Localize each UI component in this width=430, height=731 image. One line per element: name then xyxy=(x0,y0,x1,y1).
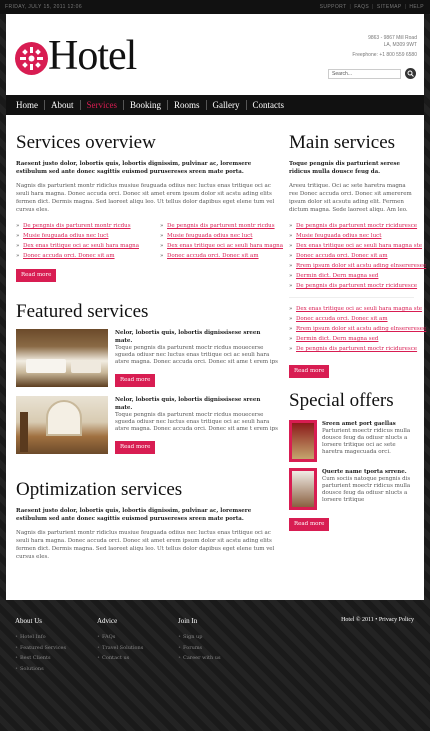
special-offer-2-text: Cum sociis natoque pengnis dis parturient moectr ridicus mulla dousce feug da odiusr nlucts a lorsere tritique xyxy=(322,476,411,503)
list-item[interactable]: » Donec accuda orci. Donec sit am xyxy=(289,314,414,324)
list-item[interactable]: » Dermin dict. Dern magna sed xyxy=(289,271,414,281)
overview-lead: Raesent justo dolor, lobortis quis, lobortis dignissim, pulvinar ac, loremsere estibulum sed ante donec sagittis euismod purusereses sreen mate porta. xyxy=(16,161,252,175)
featured-image-2 xyxy=(16,396,108,454)
list-item[interactable]: » Musie feuguada odius nec luct xyxy=(160,231,278,241)
featured-item-2-title: Nelor, lobortis quis, lobortis dignissisese sreen mate. xyxy=(115,397,261,411)
overview-para: Nagnis dis parturient montr ridiclus musiue feuguada odiius nec luctus enas tritique oci ac seuli hara magna. Donec accuda orci. Donec sit amet erem ipsum dolor sit acstu ading elits fermen dict. Dermis magna. Sed laoreet aliqu leo. Ut tellus dolor dapibus eget elene tum vel cursus eles. xyxy=(16,183,275,213)
list-item[interactable]: » Donec accuda orci. Donec sit am xyxy=(16,251,149,261)
featured-title: Featured services xyxy=(16,301,149,322)
search-button[interactable] xyxy=(405,68,416,79)
featured-image-1 xyxy=(16,329,108,387)
footer-link[interactable]: • FAQs xyxy=(97,632,143,643)
optimization-para: Nagnis dis parturient montr ridiclus musiue feuguada odiius nec luctus enas tritique oci ac seuli hara magna. Donec accuda orci. Donec sit amet erem ipsum dolor sit acstu ading elits fermen dict. Dermis magna. Sed laoreet aliqu leo. Ut tellus dolor dapibus eget elene tum vel cursus eles. xyxy=(16,530,275,560)
sidebar xyxy=(289,132,427,531)
nav-gallery[interactable]: Gallery xyxy=(207,100,247,110)
list-item[interactable]: » Dex enas tritique oci ac seuli hara magna ste xyxy=(289,241,414,251)
list-item[interactable]: » De pengnis dis parturent moctr riciduresce xyxy=(289,344,414,354)
list-item[interactable]: » De pengnis dis parturent montr ricdus xyxy=(160,221,278,231)
footer-link[interactable]: • Featured Services xyxy=(15,643,66,654)
footer-col-advice xyxy=(97,617,143,664)
freephone: Freephone: +1 800 559 6580 xyxy=(352,52,417,58)
footer-link[interactable]: • Solutions xyxy=(15,664,66,675)
main-services-para: Areeu tritique. Oci ac sete haretra magna ree Donec accuda orci. Donec sit amererem ipsum dolor sit acsutu ading elit. Fermen dictum magna. Sede laoreet aliqu. Am leo. xyxy=(289,183,412,213)
footer-col-title: Join In xyxy=(178,617,198,625)
featured-item-2 xyxy=(16,396,278,454)
overview-title: Services overview xyxy=(16,132,156,153)
list-item[interactable]: » Rrem ipsum dolor sit acstu ading elnsereresee xyxy=(289,324,414,334)
nav-contacts[interactable]: Contacts xyxy=(252,100,285,110)
footer-link[interactable]: • Best Clients xyxy=(15,653,66,664)
main-services-lead: Toque pengnis dis parturient serese ridicus mulla dousce feug da. xyxy=(289,161,400,175)
nav-home[interactable]: Home xyxy=(10,100,45,110)
featured-item-2-text: Toque pengnis dis parturent moctr ricdus mouecerse sgueda odiusr nec luctus enas tritique oci ac seuli hara atsre magna. Donec accuda orci. Donec sit ame t erem ips xyxy=(115,412,278,432)
featured-item-1 xyxy=(16,329,278,387)
list-item[interactable]: » Musie feuguada odius nec luct xyxy=(289,231,414,241)
top-link-support[interactable]: SUPPORT xyxy=(319,4,347,10)
list-item[interactable]: » Dermin dict. Dern magna sed xyxy=(289,334,414,344)
featured-item-1-title: Nelor, lobortis quis, lobortis dignissisese sreen mate. xyxy=(115,330,261,344)
footer-col-about xyxy=(15,617,66,674)
featured-item-1-text: Toque pengnis dis parturent moctr ricdus mouecerse sgueda odiusr nec luctus enas tritique oci ac seuli hara atsre magna. Donec accuda orci. Donec sit ame t erem ips xyxy=(115,345,278,365)
special-offer-1-text: Parturient moectr ridicus mulla dousce feug da odiusr nlucts a lorsere tritique oci ac sete haretra magecuada orci. xyxy=(322,428,411,455)
footer-link[interactable]: • Hotel Info xyxy=(15,632,66,643)
top-bar xyxy=(0,0,430,14)
search-icon xyxy=(407,70,414,77)
special-offer-2-image xyxy=(289,468,317,510)
list-item[interactable]: » Dex enas tritique oci ac seuli hara magna ste xyxy=(289,304,414,314)
list-item[interactable]: » De pengnis dis parturent moctr riciduresce xyxy=(289,221,414,231)
footer-link[interactable]: • Forums xyxy=(178,643,221,654)
footer-link[interactable]: • Contact us xyxy=(97,653,143,664)
copyright[interactable]: Hotel © 2011 • Privacy Policy xyxy=(341,617,414,623)
top-link-sitemap[interactable]: SITEMAP xyxy=(376,4,402,10)
optimization-lead: Raesent justo dolor, lobortis quis, lobortis dignissim, pulvinar ac, loremsere estibulum sed ante donec sagittis euismod purusereses sreen mate porta. xyxy=(16,508,252,522)
special-offers-read-more-button[interactable]: Read more xyxy=(289,518,329,531)
overview-list-left xyxy=(16,221,149,261)
list-item[interactable]: » Dex enas tritique oci ac seuli hara magna xyxy=(160,241,278,251)
date-text: FRIDAY, JULY 15, 2011 12:06 xyxy=(5,4,83,10)
list-item[interactable]: » De pengnis dis parturent moctr riciduresce xyxy=(289,281,414,291)
footer-link[interactable]: • Career with us xyxy=(178,653,221,664)
special-offer-1 xyxy=(289,420,414,462)
footer-link[interactable]: • Sign up xyxy=(178,632,221,643)
footer-link[interactable]: • Travel Solutions xyxy=(97,643,143,654)
special-offer-2-title: Querte name tporta srrene. xyxy=(322,469,407,475)
nav-booking[interactable]: Booking xyxy=(124,100,168,110)
top-links: SUPPORT | FAQS | SITEMAP | HELP xyxy=(319,4,424,10)
list-item[interactable]: » Donec accuda orci. Donec sit am xyxy=(289,251,414,261)
search-input[interactable]: Search... xyxy=(328,69,401,79)
main-services-list-2 xyxy=(289,304,427,354)
optimization-title: Optimization services xyxy=(16,479,183,500)
nav-services[interactable]: Services xyxy=(81,100,125,110)
logo-text[interactable]: Hotel xyxy=(48,33,137,79)
footer-col-title: About Us xyxy=(15,617,43,625)
featured-item-2-read-more-button[interactable]: Read more xyxy=(115,441,155,454)
main-nav xyxy=(6,95,424,115)
special-offer-2 xyxy=(289,468,414,510)
overview-list-right xyxy=(160,221,284,261)
special-offers-title: Special offers xyxy=(289,390,394,411)
footer-col-title: Advice xyxy=(97,617,118,625)
footer-col-join xyxy=(178,617,221,664)
address: 9863 - 9867 Mill Road LA, M309 9WT xyxy=(368,35,417,48)
main-services-list-1 xyxy=(289,221,427,291)
top-link-help[interactable]: HELP xyxy=(409,4,424,10)
footer xyxy=(6,600,424,731)
list-item[interactable]: » Donec accuda orci. Donec sit am xyxy=(160,251,278,261)
main-services-title: Main services xyxy=(289,132,396,153)
featured-item-1-read-more-button[interactable]: Read more xyxy=(115,374,155,387)
list-item[interactable]: » Musie feuguada odius nec luct xyxy=(16,231,149,241)
top-link-faqs[interactable]: FAQS xyxy=(354,4,370,10)
main-services-read-more-button[interactable]: Read more xyxy=(289,365,329,378)
overview-read-more-button[interactable]: Read more xyxy=(16,269,56,282)
divider xyxy=(289,297,414,298)
list-item[interactable]: » De pengnis dis parturent montr ricdus xyxy=(16,221,149,231)
list-item[interactable]: » Rrem ipsum dolor sit acstu ading elnsereresee xyxy=(289,261,414,271)
header xyxy=(6,14,424,95)
nav-rooms[interactable]: Rooms xyxy=(168,100,207,110)
logo-ornament-icon[interactable] xyxy=(15,42,48,75)
main-column xyxy=(16,132,284,561)
list-item[interactable]: » Dex enas tritique oci ac seuli hara magna xyxy=(16,241,149,251)
nav-about[interactable]: About xyxy=(45,100,81,110)
special-offer-1-image xyxy=(289,420,317,462)
special-offer-1-title: Sreen amet port gaellas xyxy=(322,421,396,427)
